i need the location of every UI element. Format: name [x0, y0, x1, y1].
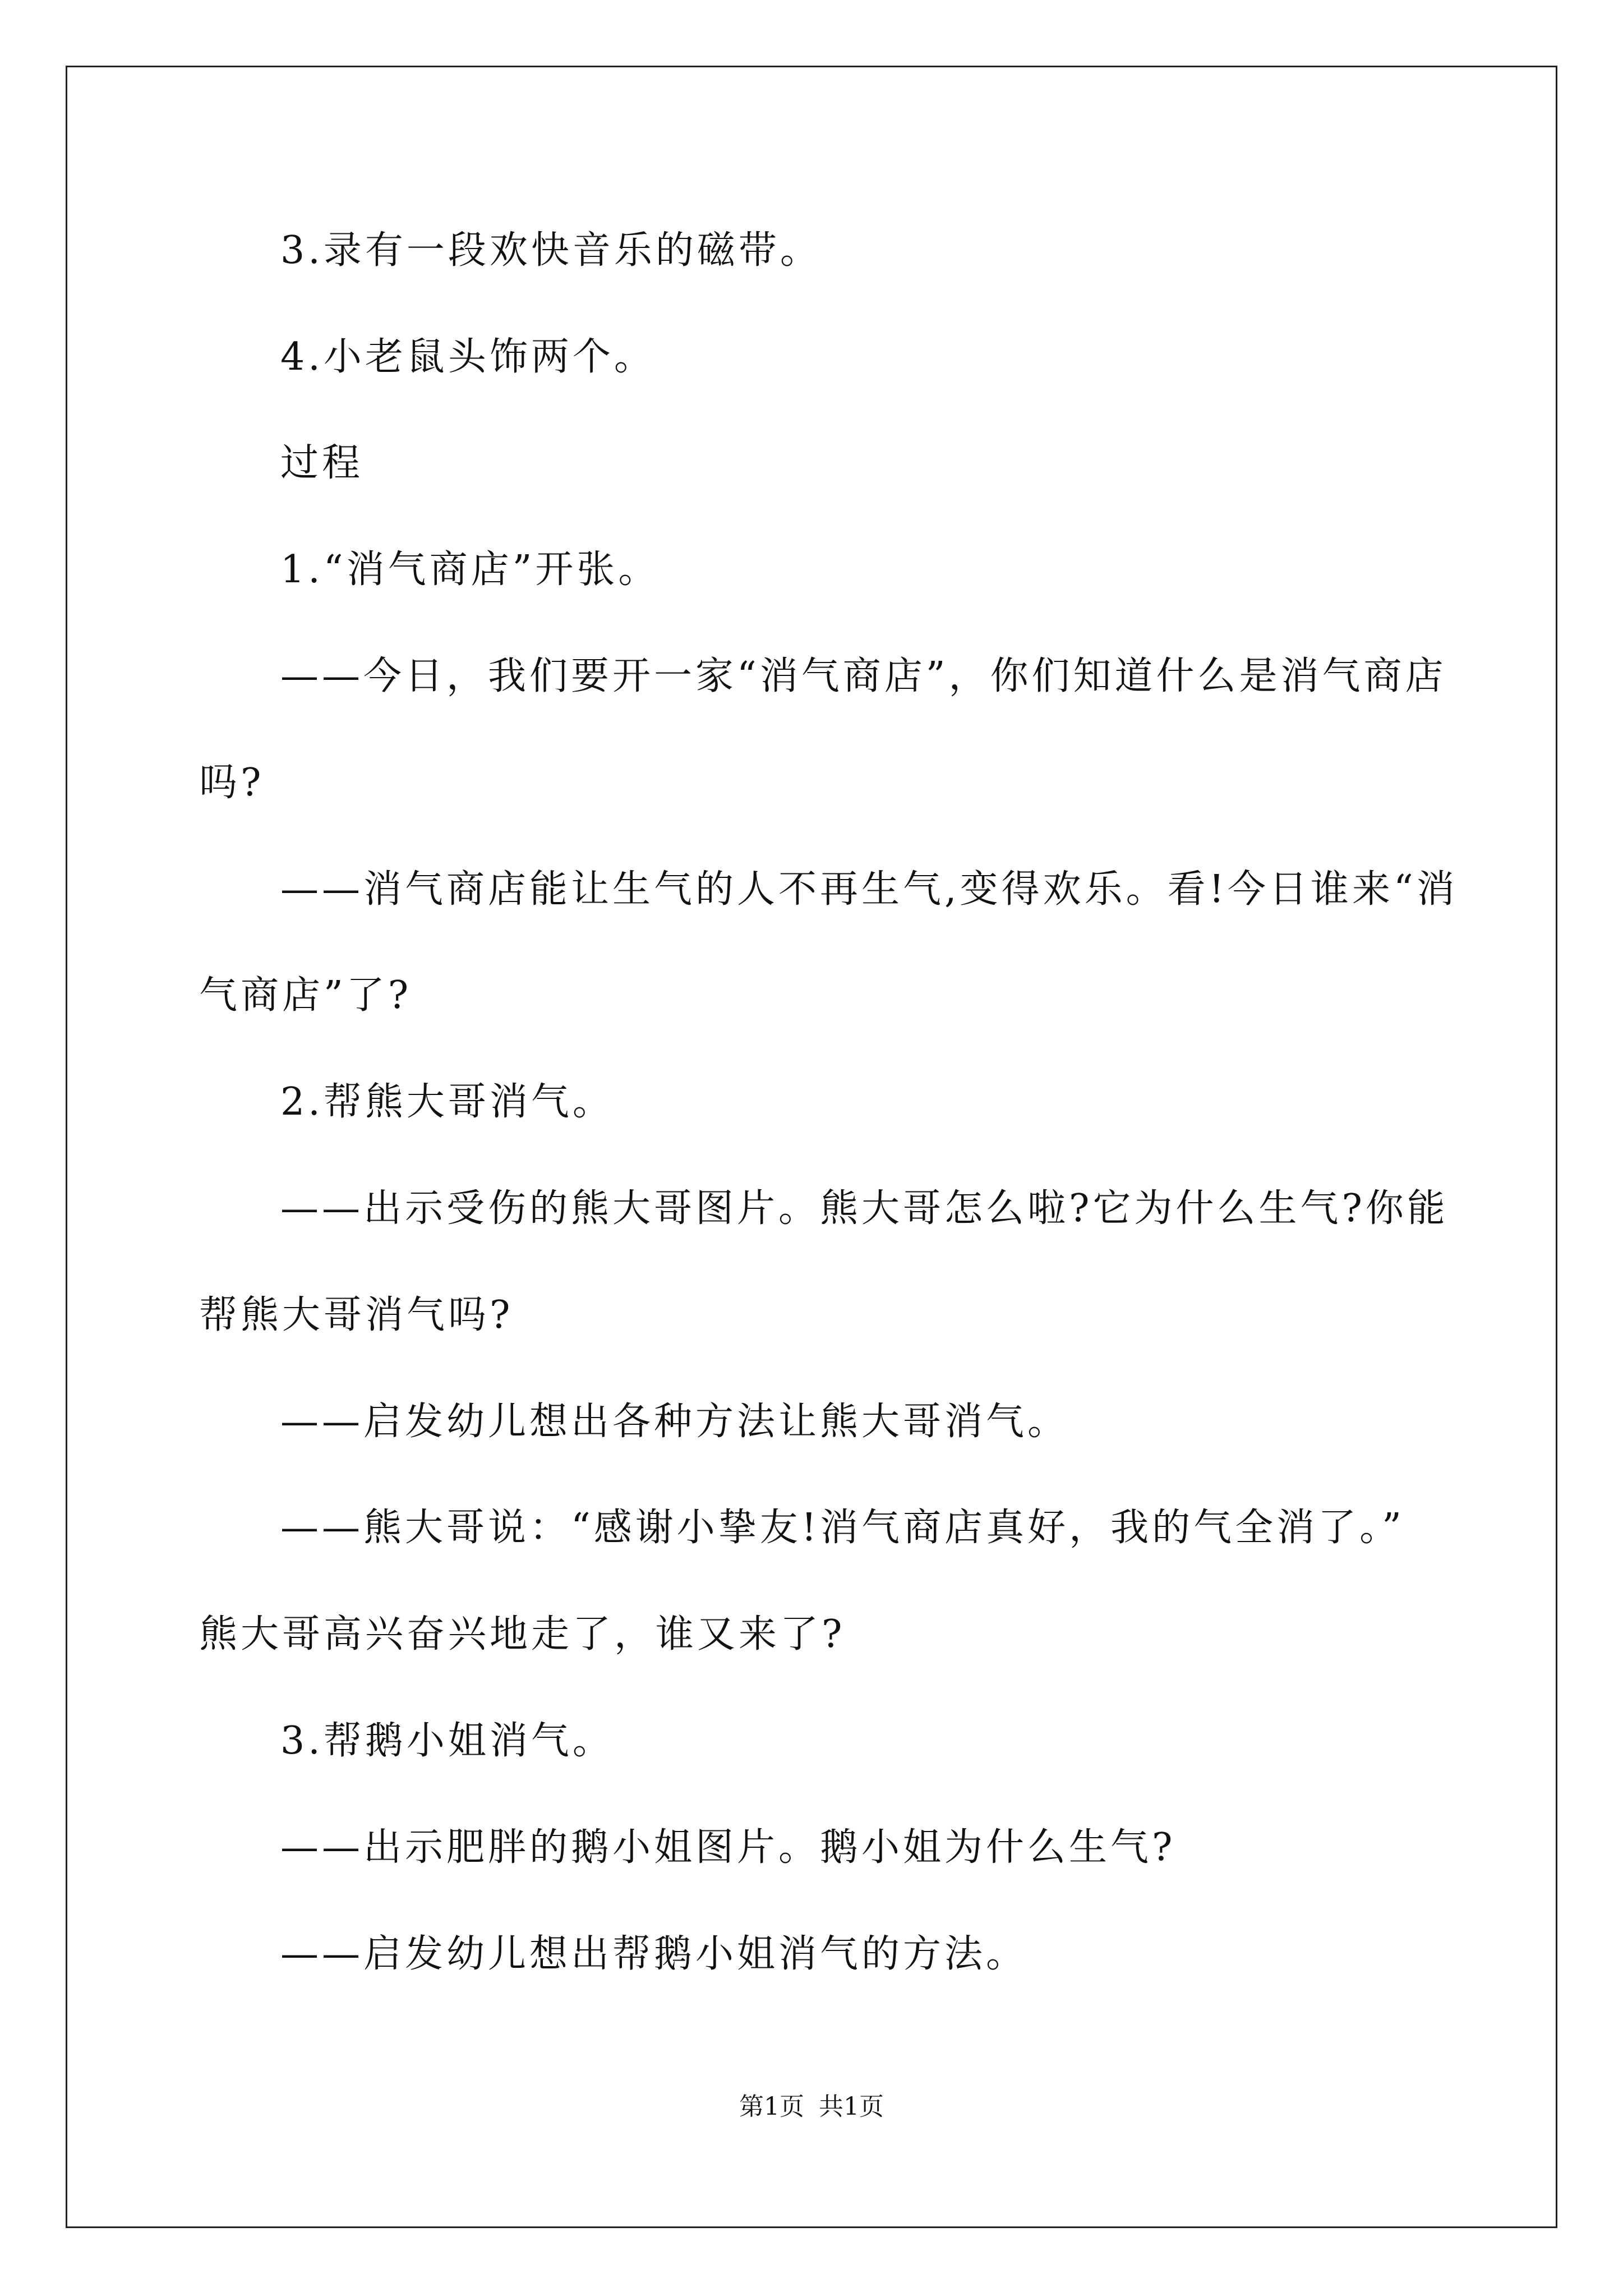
- text-line: ——出示受伤的熊大哥图片。熊大哥怎么啦?它为什么生气?你能: [280, 1186, 1449, 1231]
- text-line: 帮熊大哥消气吗?: [199, 1293, 514, 1337]
- page-number: 第1页: [739, 2092, 804, 2121]
- text-line: 2.帮熊大哥消气。: [280, 1080, 614, 1124]
- text-line: 1.“消气商店”开张。: [280, 547, 660, 592]
- page-footer: [0, 2091, 1623, 2123]
- text-line: ——启发幼儿想出帮鹅小姐消气的方法。: [280, 1932, 1028, 1976]
- text-line: 3.帮鹅小姐消气。: [280, 1719, 614, 1763]
- text-line: ——启发幼儿想出各种方法让熊大哥消气。: [280, 1400, 1069, 1444]
- section-heading: 过程: [280, 441, 364, 485]
- text-line: 气商店”了?: [199, 973, 412, 1018]
- text-line: ——熊大哥说：“感谢小挚友!消气商店真好，我的气全消了。”: [280, 1506, 1405, 1550]
- text-line: 吗?: [199, 761, 265, 805]
- page-total: 共1页: [819, 2092, 884, 2121]
- text-line: ——今日，我们要开一家“消气商店”，你们知道什么是消气商店: [280, 654, 1447, 698]
- text-line: ——出示肥胖的鹅小姐图片。鹅小姐为什么生气?: [280, 1825, 1176, 1870]
- text-line: ——消气商店能让生气的人不再生气,变得欢乐。看!今日谁来“消: [280, 867, 1458, 912]
- text-line: 3.录有一段欢快音乐的磁带。: [280, 228, 822, 273]
- text-line: 熊大哥高兴奋兴地走了，谁又来了?: [199, 1612, 846, 1657]
- text-line: 4.小老鼠头饰两个。: [280, 335, 656, 379]
- page-border: [66, 66, 1557, 2228]
